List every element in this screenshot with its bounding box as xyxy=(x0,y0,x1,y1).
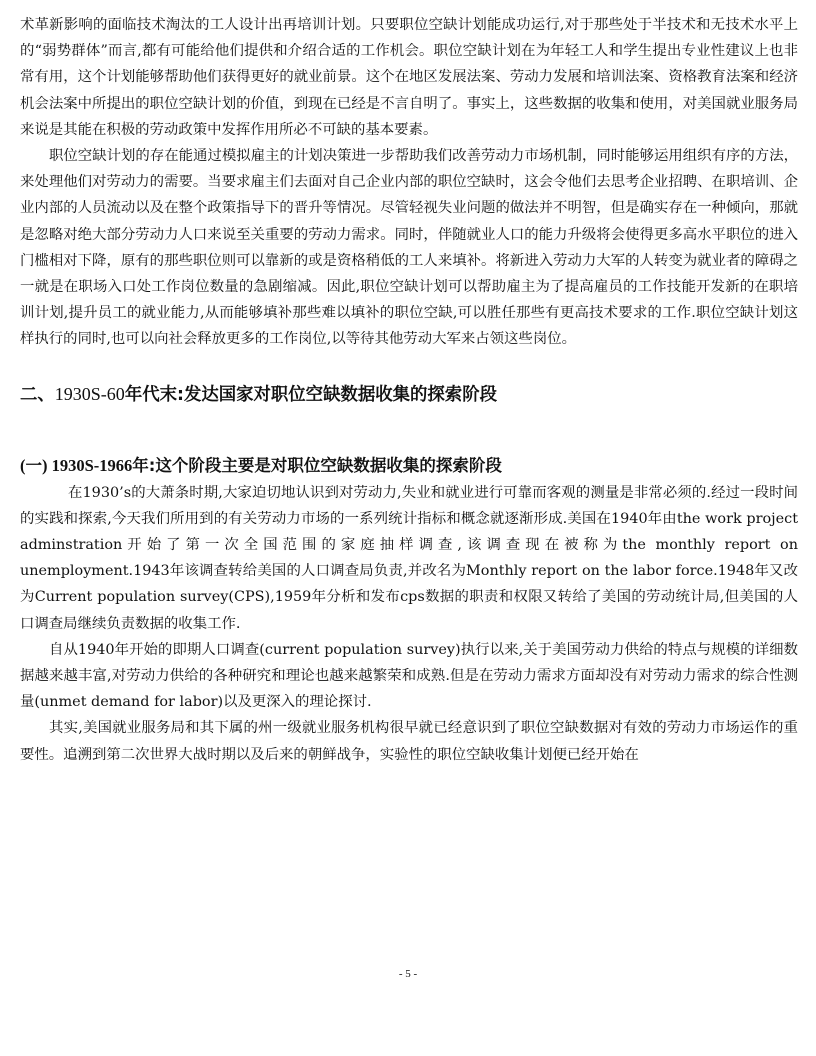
paragraph-great-depression: 在1930’s的大萧条时期,大家迫切地认识到对劳动力,失业和就业进行可靠而客观的测量是非常必须的.经过一段时间的实践和探索,今天我们所用到的有关劳动力市场的一系列统计指标和概念就逐渐形成.美国在1940年由the work project adminstration开始了第一次全国范围的家庭抽样调查,该调查现在被称为the monthly report on unemployment.1943年该调查转给美国的人口调查局负责,并改名为Monthly report on the labor force.1948年又改为Current population survey(CPS),1959年分析和发布cps数据的职责和权限又转给了美国的劳动统计局,但美国的人口调查局继续负责数据的收集工作. xyxy=(20,484,798,632)
paragraph-employment-service: 其实,美国就业服务局和其下属的州一级就业服务机构很早就已经意识到了职位空缺数据对有效的劳动力市场运作的重要性。追溯到第二次世界大战时期以及后来的朝鲜战争，实验性的职位空缺收集计划便已经开始在 xyxy=(20,720,798,763)
subsection-heading-text: 年:这个阶段主要是对职位空缺数据收集的探索阶段 xyxy=(132,455,502,475)
subsection-heading xyxy=(20,452,798,480)
paragraph-job-vacancy-plan: 职位空缺计划的存在能通过模拟雇主的计划决策进一步帮助我们改善劳动力市场机制，同时能够运用组织有序的方法，来处理他们对劳动力的需要。当要求雇主们去面对自己企业内部的职位空缺时，这会令他们去思考企业招聘、在职培训、企业内部的人员流动以及在整个政策指导下的晋升等情况。尽管轻视失业问题的做法并不明智，但是确实存在一种倾向，那就是忽略对绝大部分劳动力人口来说至关重要的劳动力需求。同时，伴随就业人口的能力升级将会使得更多高水平职位的进入门槛相对下降，原有的那些职位则可以靠新的或是资格稍低的工人来填补。将新进入劳动力大军的人转变为就业者的障碍之一就是在职场入口处工作岗位数量的急剧缩减。因此,职位空缺计划可以帮助雇主为了提高雇员的工作技能开发新的在职培训计划,提升员工的就业能力,从而能够填补那些难以填补的职位空缺,可以胜任那些有更高技术要求的工作.职位空缺计划这样执行的同时,也可以向社会释放更多的工作岗位,以等待其他劳动大军来占领这些岗位。 xyxy=(20,148,798,348)
section-heading xyxy=(20,379,798,410)
paragraph-current-population-survey: 自从1940年开始的即期人口调查(current population survey)执行以来,关于美国劳动力供给的特点与规模的详细数据越来越丰富,对劳动力供给的各种研究和理论也越来越繁荣和成熟.但是在劳动力需求方面却没有对劳动力需求的综合性测量(unmet demand for labor)以及更深入的理论探讨. xyxy=(20,641,798,711)
section-heading-years: 1930S-60 xyxy=(54,383,125,404)
subsection-heading-years: (一) 1930S-1966 xyxy=(20,455,133,475)
section-heading-prefix: 二、 xyxy=(20,384,55,405)
page-content xyxy=(20,12,798,768)
paragraph-continued: 术革新影响的面临技术淘汰的工人设计出再培训计划。只要职位空缺计划能成功运行,对于那些处于半技术和无技术水平上的“弱势群体”而言,都有可能给他们提供和介绍合适的工作机会。职位空缺计划在为年轻工人和学生提出专业性建议上也非常有用，这个计划能够帮助他们获得更好的就业前景。这个在地区发展法案、劳动力发展和培训法案、资格教育法案和经济机会法案中所提出的职位空缺计划的价值，到现在已经是不言自明了。事实上，这些数据的收集和使用，对美国就业服务局来说是其能在积极的劳动政策中发挥作用所必不可缺的基本要素。 xyxy=(20,17,798,138)
section-heading-text: 年代末:发达国家对职位空缺数据收集的探索阶段 xyxy=(124,384,497,405)
page-number: - 5 - xyxy=(398,968,418,980)
